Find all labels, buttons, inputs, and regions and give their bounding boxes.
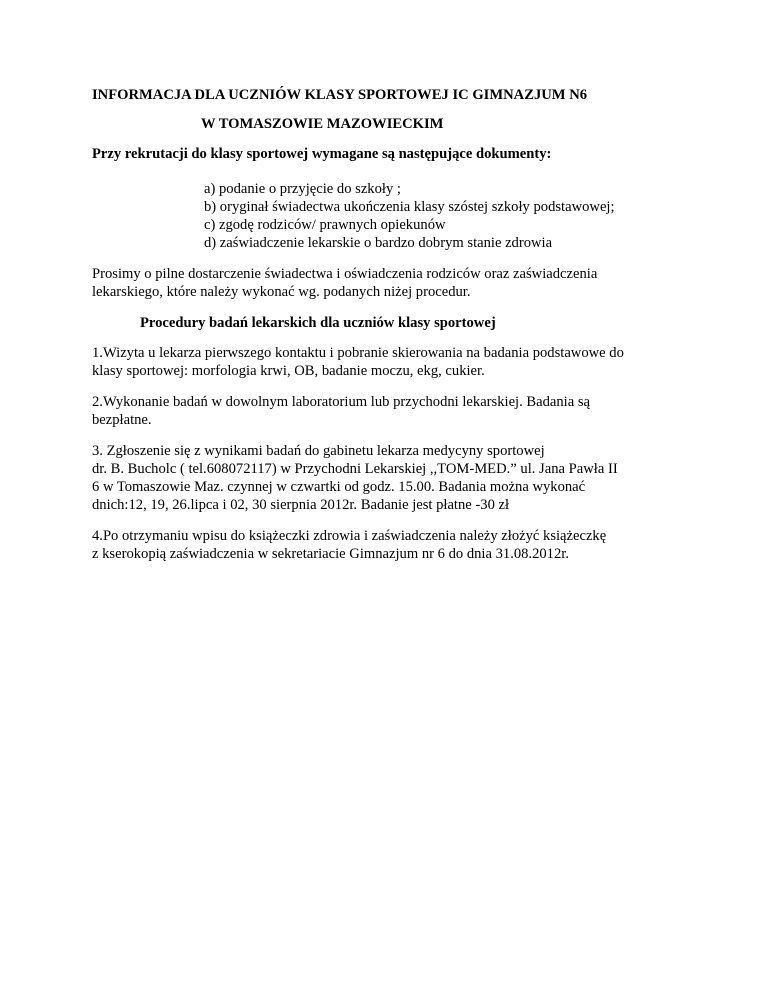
request-paragraph-line: lekarskiego, które należy wykonać wg. podanych niżej procedur. xyxy=(92,284,471,300)
requirement-item: d) zaświadczenie lekarskie o bardzo dobrym stanie zdrowia xyxy=(204,235,553,251)
procedures-heading: Procedury badań lekarskich dla uczniów klasy sportowej xyxy=(140,315,496,331)
step3-line: 6 w Tomaszowie Maz. czynnej w czwartki od godz. 15.00. Badania można wykonać xyxy=(92,479,586,495)
requirement-item: b) oryginał świadectwa ukończenia klasy szóstej szkoły podstawowej; xyxy=(204,199,615,215)
requirements-heading: Przy rekrutacji do klasy sportowej wymagane są następujące dokumenty: xyxy=(92,146,552,162)
requirement-item: c) zgodę rodziców/ prawnych opiekunów xyxy=(204,217,446,233)
step1-line: 1.Wizyta u lekarza pierwszego kontaktu i pobranie skierowania na badania podstawowe do xyxy=(92,345,624,361)
step2-line: 2.Wykonanie badań w dowolnym laboratorium lub przychodni lekarskiej. Badania są xyxy=(92,394,591,410)
request-paragraph-line: Prosimy o pilne dostarczenie świadectwa i oświadczenia rodziców oraz zaświadczenia xyxy=(92,266,598,282)
requirement-item: a) podanie o przyjęcie do szkoły ; xyxy=(204,181,401,197)
step3-line: dnich:12, 19, 26.lipca i 02, 30 sierpnia 2012r. Badanie jest płatne -30 zł xyxy=(92,497,510,513)
title-line-2: W TOMASZOWIE MAZOWIECKIM xyxy=(201,116,444,132)
step2-line: bezpłatne. xyxy=(92,412,152,428)
step3-line: 3. Zgłoszenie się z wynikami badań do gabinetu lekarza medycyny sportowej xyxy=(92,443,545,459)
step3-line: dr. B. Bucholc ( tel.608072117) w Przychodni Lekarskiej ,,TOM-MED.” ul. Jana Pawła II xyxy=(92,461,618,477)
title-line-1: INFORMACJA DLA UCZNIÓW KLASY SPORTOWEJ IC GIMNAZJUM N6 xyxy=(92,87,588,103)
step4-line: 4.Po otrzymaniu wpisu do książeczki zdrowia i zaświadczenia należy złożyć książeczkę xyxy=(92,528,607,544)
step4-line: z kserokopią zaświadczenia w sekretariacie Gimnazjum nr 6 do dnia 31.08.2012r. xyxy=(92,546,569,562)
step1-line: klasy sportowej: morfologia krwi, OB, badanie moczu, ekg, cukier. xyxy=(92,363,485,379)
